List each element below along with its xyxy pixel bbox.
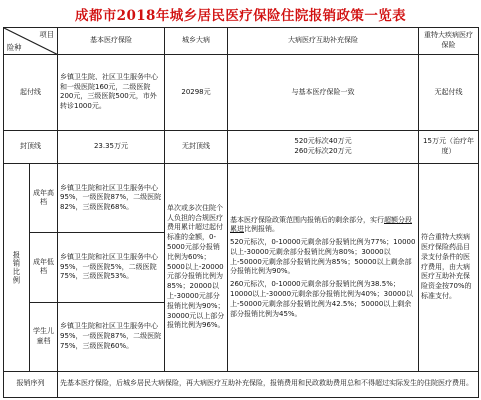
sequence-label: 报销序列 [4, 371, 58, 397]
cap-serious: 15万元（治疗年度） [419, 130, 479, 164]
ratio-major [228, 164, 419, 372]
threshold-row [4, 55, 479, 130]
header-row [4, 28, 479, 55]
header-major: 大病医疗互助补充保险 [228, 28, 419, 55]
threshold-major: 与基本医疗保险一致 [228, 55, 419, 130]
threshold-serious: 无起付线 [419, 55, 479, 130]
ratio-group-label: 报销比例 [4, 164, 30, 372]
header-corner-cell [4, 28, 58, 55]
corner-label-project: 项目 [39, 30, 54, 39]
threshold-rural: 20298元 [165, 55, 228, 130]
threshold-basic: 乡镇卫生院、社区卫生服务中心和一级医院160元，二级医院200元，三级医院500元，市外转诊1000元。 [58, 55, 165, 130]
page-title: 成都市2018年城乡居民医疗保险住院报销政策一览表 [74, 8, 407, 24]
sequence-row [4, 371, 479, 397]
ratio-high-row [4, 164, 479, 233]
header-rural: 城乡大病 [165, 28, 228, 55]
child-label: 学生儿童档 [30, 302, 58, 371]
ratio-major-intro-underlined: 超额分段累进 [230, 215, 412, 234]
ratio-major-intro: 基本医疗保险政策范围内报销后的剩余部分，实行超额分段累进比例报销。 [230, 215, 412, 234]
adult-high-label: 成年高档 [30, 164, 58, 233]
header-serious: 重特大疾病医疗保险 [419, 28, 479, 55]
ratio-major-520: 520元标次，0-10000元剩余部分报销比例为77%；10000以上-30000元剩余部分报销比例为80%；30000以上-50000元剩余部分报销比例为85%；50000以上剩余部分报销比例为90%。 [230, 238, 416, 276]
policy-table [3, 27, 479, 398]
header-basic: 基本医疗保险 [58, 28, 165, 55]
cap-major-520: 520元标次40万元 [294, 137, 352, 146]
adult-low-basic: 乡镇卫生院和社区卫生服务中心95%，一级医院5%，二级医院75%，三级医院53%。 [58, 233, 165, 302]
cap-major-260: 260元标次20万元 [294, 146, 352, 155]
cap-rural: 无封顶线 [165, 130, 228, 164]
threshold-label: 起付线 [4, 55, 58, 130]
cap-row [4, 130, 479, 164]
cap-major [228, 130, 419, 164]
cap-label: 封顶线 [4, 130, 58, 164]
ratio-major-260: 260元标次，0-10000元剩余部分报销比例为38.5%；10000以上-30000元剩余部分报销比例为40%；30000以上-50000元剩余部分报销比例为42.5%；50000以上剩余部分报销比例为45%。 [230, 280, 413, 318]
adult-high-basic: 乡镇卫生院和社区卫生服务中心95%，一级医院87%，二级医院82%，三级医院68%。 [58, 164, 165, 233]
ratio-serious: 符合重特大疾病医疗保险药品目录支付条件的医疗费用，由大病医疗互助补充保险资金按70%的标准支付。 [419, 164, 479, 372]
ratio-rural: 单次或多次住院个人负担的合规医疗费用累计超过起付标准的金额，0-5000元部分报销比例为60%；5000以上-20000元部分报销比例为85%；20000以上-30000元部分报销比例为90%；30000元以上部分报销比例为96%。 [165, 164, 228, 372]
child-basic: 乡镇卫生院和社区卫生服务中心95%，一级医院87%，二级医院75%，三级医院60%。 [58, 302, 165, 371]
sequence-text: 先基本医疗保险，后城乡居民大病保险，再大病医疗互助补充保险，报销费用和民政救助费用总和不得超过实际发生的住院医疗费用。 [58, 371, 479, 397]
adult-low-label: 成年低档 [30, 233, 58, 302]
cap-basic: 23.35万元 [58, 130, 165, 164]
corner-label-insurance: 险种 [7, 43, 22, 53]
